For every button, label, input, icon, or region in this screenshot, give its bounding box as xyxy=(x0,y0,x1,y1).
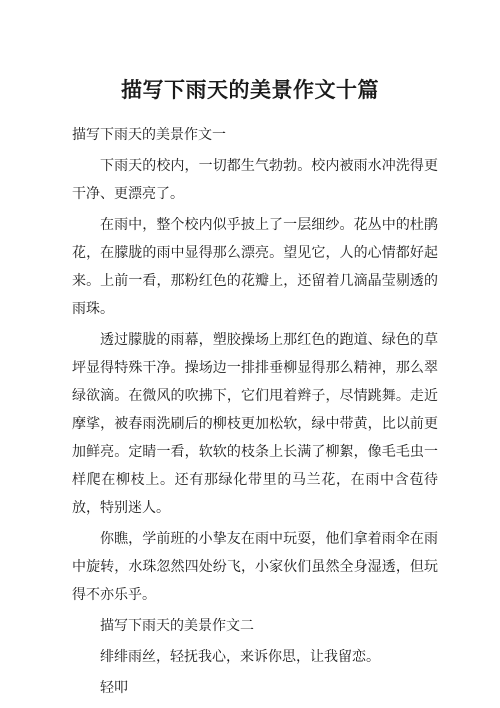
paragraph: 绯绯雨丝，轻抚我心，来诉你思，让我留恋。 xyxy=(100,649,380,665)
paragraph: 下雨天的校内，一切都生气勃勃。校内被雨水冲洗得更干净、更漂亮了。 xyxy=(72,158,438,202)
paragraph: 透过朦胧的雨幕，塑胶操场上那红色的跑道、绿色的草坪显得特殊干净。操场边一排排垂柳显得那么精神，那么翠绿欲滴。在微风的吹拂下，它们甩着辫子，尽情跳舞。走近摩挲，被春雨洗刷后的柳枝更加松软，绿中带黄，比以前更加鲜亮。定睛一看，软软的枝条上长满了柳絮，像毛毛虫一样爬在柳枝上。还有那绿化带里的马兰花，在雨中含苞待放，特别迷人。 xyxy=(72,332,438,516)
document-body xyxy=(72,121,438,705)
paragraph: 你瞧，学前班的小挚友在雨中玩耍，他们拿着雨伞在雨中旋转，水珠忽然四处纷飞，小家伙们虽然全身湿透，但玩得不亦乐乎。 xyxy=(72,531,438,603)
section-heading-2: 描写下雨天的美景作文二 xyxy=(100,618,254,634)
paragraph: 轻叩 xyxy=(100,680,128,696)
section-heading-1: 描写下雨天的美景作文一 xyxy=(72,127,226,143)
paragraph: 在雨中，整个校内似乎披上了一层细纱。花丛中的杜鹃花，在朦胧的雨中显得那么漂亮。望见它，人的心情都好起来。上前一看，那粉红色的花瓣上，还留着几滴晶莹剔透的雨珠。 xyxy=(72,217,438,317)
document-title: 描写下雨天的美景作文十篇 xyxy=(121,77,379,102)
